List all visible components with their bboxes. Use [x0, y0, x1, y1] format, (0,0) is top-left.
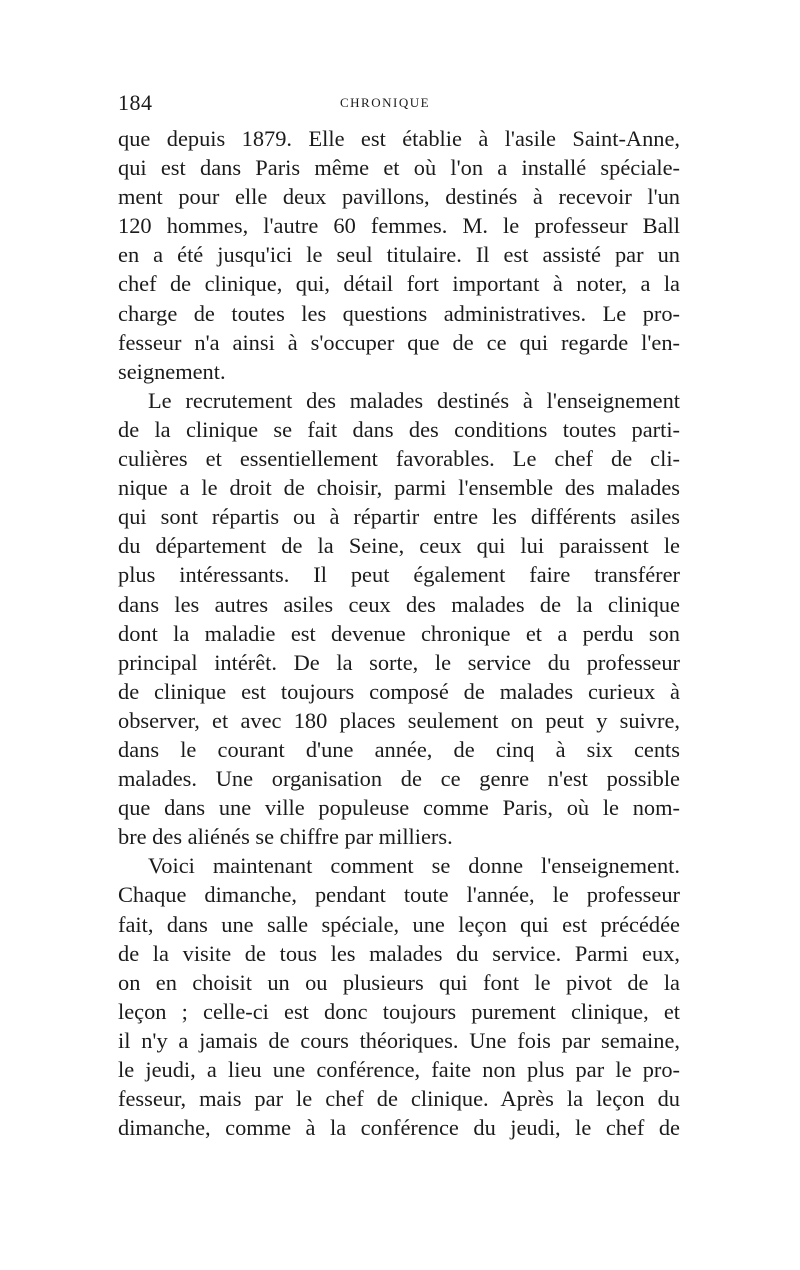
text-line: Voici maintenant comment se donne l'enseignement. [148, 853, 680, 879]
running-title: CHRONIQUE [340, 95, 431, 110]
text-line: seignement. [118, 358, 226, 384]
text-line: de clinique est toujours composé de malades curieux à [118, 678, 680, 704]
text-line: dans les autres asiles ceux des malades de la clinique [118, 591, 680, 617]
text-line: ment pour elle deux pavillons, destinés à recevoir l'un [118, 184, 680, 210]
text-line: fesseur, mais par le chef de clinique. Après la leçon du [118, 1086, 680, 1112]
text-line: que dans une ville populeuse comme Paris, où le nom- [118, 795, 680, 821]
text-line: Chaque dimanche, pendant toute l'année, le professeur [118, 882, 680, 908]
text-line: en a été jusqu'ici le seul titulaire. Il est assisté par un [118, 242, 680, 268]
text-line: qui sont répartis ou à répartir entre les différents asiles [118, 504, 680, 530]
text-line: malades. Une organisation de ce genre n'est possible [118, 766, 680, 792]
text-line: charge de toutes les questions administratives. Le pro- [118, 300, 680, 326]
text-line: dont la maladie est devenue chronique et a perdu son [118, 620, 680, 646]
text-line: observer, et avec 180 places seulement on peut y suivre, [118, 707, 680, 733]
text-line: il n'y a jamais de cours théoriques. Une fois par semaine, [118, 1027, 680, 1053]
text-line: fesseur n'a ainsi à s'occuper que de ce qui regarde l'en- [118, 329, 680, 355]
text-line: dans le courant d'une année, de cinq à six cents [118, 736, 680, 762]
body-text [118, 124, 680, 1142]
text-line: de la clinique se fait dans des conditions toutes parti- [118, 416, 680, 442]
paragraph [118, 386, 680, 852]
text-line: chef de clinique, qui, détail fort important à noter, a la [118, 271, 680, 297]
page-number: 184 [118, 90, 153, 115]
text-line: le jeudi, a lieu une conférence, faite non plus par le pro- [118, 1057, 680, 1082]
page-header [118, 90, 680, 120]
text-line: qui est dans Paris même et où l'on a installé spéciale- [118, 155, 680, 181]
text-line: principal intérêt. De la sorte, le service du professeur [118, 649, 680, 675]
text-line: 120 hommes, l'autre 60 femmes. M. le professeur Ball [118, 213, 680, 239]
text-line: culières et essentiellement favorables. Le chef de cli- [118, 446, 680, 472]
text-line: dimanche, comme à la conférence du jeudi, le chef de [118, 1115, 680, 1141]
text-line: du département de la Seine, ceux qui lui paraissent le [118, 533, 680, 559]
text-line: bre des aliénés se chiffre par milliers. [118, 824, 453, 850]
text-line: nique a le droit de choisir, parmi l'ensemble des malades [118, 475, 680, 501]
text-line: plus intéressants. Il peut également faire transférer [118, 562, 680, 588]
paragraph [118, 124, 680, 386]
text-line: fait, dans une salle spéciale, une leçon qui est précédée [118, 911, 680, 937]
paragraph [118, 851, 680, 1142]
text-line: on en choisit un ou plusieurs qui font le pivot de la [118, 969, 680, 995]
text-line: Le recrutement des malades destinés à l'enseignement [148, 387, 680, 413]
text-line: leçon ; celle-ci est donc toujours purement clinique, et [118, 998, 680, 1024]
text-line: que depuis 1879. Elle est établie à l'asile Saint-Anne, [118, 126, 680, 151]
text-line: de la visite de tous les malades du service. Parmi eux, [118, 940, 680, 966]
